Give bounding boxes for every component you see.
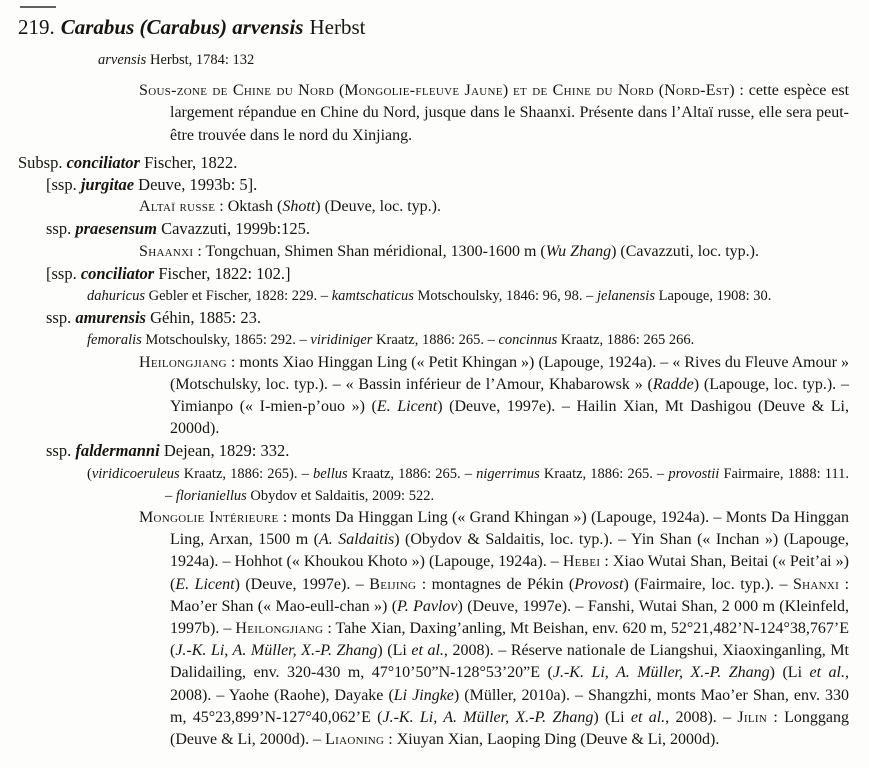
text-run: : Xiao Wutai Shan, Beitai (« Peit’ai ») ( bbox=[170, 553, 850, 593]
text-run: [ssp. bbox=[46, 263, 81, 283]
italic-name: concinnus bbox=[498, 332, 558, 349]
text-run: [ssp. bbox=[46, 175, 81, 195]
text-run: Obydov et Saldaitis, 2009: 522. bbox=[246, 487, 435, 504]
text-run: ) bbox=[502, 82, 514, 100]
italic-name: viridiniger bbox=[310, 332, 373, 349]
italic-name: J.-K. Li, A. Müller, X.-P. Zhang bbox=[175, 642, 378, 660]
italic-name: Shott bbox=[282, 198, 316, 216]
italic-name: provostii bbox=[668, 465, 720, 482]
text-run: ) (Deuve, 1997e). – bbox=[234, 575, 370, 593]
text-run: Géhin, 1885: 23. bbox=[145, 308, 261, 328]
italic-name: Radde bbox=[652, 375, 694, 393]
text-run: Fischer, 1822: 102.] bbox=[154, 263, 291, 283]
paragraph-chresonym bbox=[98, 49, 849, 71]
italic-name: Provost bbox=[574, 575, 624, 593]
italic-name: viridicoeruleus bbox=[91, 465, 180, 482]
paragraph-ssp bbox=[46, 218, 849, 240]
paragraph-subsp bbox=[18, 152, 849, 174]
paragraph-ssp bbox=[46, 440, 849, 462]
text-run: ) (Deuve, 1997e). – Fanshi, Wutai Shan, 2 000 m (Kleinfeld, 1997b). – bbox=[170, 597, 850, 638]
region-label: Hebei bbox=[562, 553, 601, 571]
text-run: Motschoulsky, 1865: 292. – bbox=[141, 332, 311, 349]
text-run: ) (Deuve, 1997e). – Hailin Xian, Mt Dashigou (Deuve & Li, 2000d). bbox=[170, 398, 849, 438]
subspecies-name: faldermanni bbox=[75, 441, 160, 461]
region-label: Beijing bbox=[369, 575, 417, 593]
paragraph-distribution bbox=[139, 507, 850, 751]
paragraph-distribution bbox=[139, 80, 850, 147]
text-run: Kraatz, 1886: 265). – bbox=[179, 465, 313, 482]
paragraph-synonyms bbox=[87, 285, 849, 307]
scan-artifact-line bbox=[20, 6, 56, 8]
species-name: Carabus (Carabus) arvensis bbox=[60, 15, 304, 39]
text-run: ( bbox=[87, 465, 92, 482]
italic-name: et al. bbox=[809, 664, 845, 682]
paragraph-distribution bbox=[139, 352, 850, 441]
text-run: , 2008). – Réserve nationale de Liangshui, Xiaoxinganling, Mt Dalidailing, env. 320-430 m, 47°10’50”N-128°53’20”E ( bbox=[170, 642, 849, 682]
text-run: : Oktash ( bbox=[215, 198, 283, 216]
text-run: ) (Lapouge, loc. typ.). – Yimianpo (« I-mien-p’ouo ») ( bbox=[170, 375, 850, 416]
text-run: ssp. bbox=[46, 308, 76, 328]
text-run: Herbst, 1784: 132 bbox=[146, 52, 255, 68]
paragraph-distribution bbox=[139, 241, 849, 263]
region-label: Sous-zone de Chine du Nord bbox=[139, 82, 335, 100]
italic-name: et al. bbox=[411, 642, 444, 660]
region-label: Jilin bbox=[737, 708, 768, 726]
text-run: ) (Obydov & Saldaitis, loc. typ.). – Yin Shan (« Inchan ») (Lapouge, 1924a). – Hohhot (« Khoukou Khoto ») (Lapouge, 1924a). – bbox=[170, 531, 850, 571]
region-label: Shaanxi bbox=[139, 242, 194, 260]
text-run: : monts Xiao Hinggan Ling (« Petit Khingan ») (Lapouge, 1924a). – « Rives du Fleuve Amour » (Motschulsky, loc. typ.). – « Bassin inférieur de l’Amour, Khabarowsk » ( bbox=[170, 353, 849, 393]
italic-name: A. Saldaitis bbox=[318, 531, 395, 549]
species-number: 219. bbox=[18, 15, 55, 39]
text-run: ( bbox=[334, 82, 345, 100]
text-run: ( bbox=[653, 82, 665, 100]
region-label: Nord-Est bbox=[664, 82, 730, 100]
paragraph-ssp bbox=[46, 263, 849, 285]
italic-name: arvensis bbox=[98, 52, 147, 68]
italic-name: dahuricus bbox=[87, 288, 145, 305]
text-run: Kraatz, 1886: 265 266. bbox=[557, 332, 695, 349]
subspecies-name: conciliator bbox=[66, 152, 140, 172]
subspecies-name: praesensum bbox=[75, 219, 157, 239]
italic-name: J.-K. Li, A. Müller, X.-P. Zhang bbox=[382, 708, 594, 726]
text-run: Gebler et Fischer, 1828: 229. – bbox=[145, 288, 332, 305]
region-label: Heilongjiang bbox=[139, 353, 227, 371]
italic-name: J.-K. Li, A. Müller, X.-P. Zhang bbox=[552, 664, 770, 682]
text-run: Subsp. bbox=[18, 152, 67, 172]
italic-name: kamtschaticus bbox=[331, 288, 414, 305]
text-run: ssp. bbox=[46, 219, 76, 239]
italic-name: Li Jingke bbox=[393, 686, 454, 704]
italic-name: jelanensis bbox=[596, 288, 655, 305]
species-account bbox=[0, 49, 859, 751]
paragraph-ssp bbox=[46, 174, 849, 196]
text-run: : Xiuyan Xian, Laoping Ding (Deuve & Li, 2000d). bbox=[384, 731, 720, 749]
region-label: Shanxi bbox=[792, 575, 840, 593]
paragraph-synonyms bbox=[87, 463, 850, 507]
text-run: ) (Li bbox=[377, 642, 412, 660]
paragraph-synonyms bbox=[87, 329, 849, 351]
text-run: Fischer, 1822. bbox=[139, 152, 238, 172]
region-label: et de Chine du Nord bbox=[513, 82, 654, 100]
text-run: Dejean, 1829: 332. bbox=[159, 441, 290, 461]
paragraph-ssp bbox=[46, 307, 849, 329]
subspecies-name: amurensis bbox=[75, 308, 146, 328]
text-run: : Tongchuan, Shimen Shan méridional, 1300-1600 m ( bbox=[193, 242, 546, 260]
text-run: , 2008). – bbox=[665, 708, 738, 726]
text-run: ssp. bbox=[46, 441, 76, 461]
species-author: Herbst bbox=[309, 15, 366, 39]
italic-name: Wu Zhang bbox=[545, 242, 612, 260]
text-run: Deuve, 1993b: 5]. bbox=[134, 175, 258, 195]
text-run: , 2008). – Yaohe (Raohe), Dayake ( bbox=[170, 664, 849, 704]
text-run: ) (Fairmaire, loc. typ.). – bbox=[623, 575, 793, 593]
text-run: : monts Da Hinggan Ling (« Grand Khingan ») (Lapouge, 1924a). – Monts Da Hinggan Ling, Arxan, 1500 m ( bbox=[170, 509, 850, 549]
text-run: Kraatz, 1886: 265. – bbox=[539, 465, 669, 482]
text-run: ) (Müller, 2010a). – Shangzhi, monts Mao’er Shan, env. 330 m, 45°23,899’N-127°40,062’E ( bbox=[170, 686, 850, 726]
text-run: Cavazzuti, 1999b:125. bbox=[156, 219, 311, 239]
text-run: Fairmaire, 1888: 111. – bbox=[165, 465, 850, 504]
subspecies-name: conciliator bbox=[80, 263, 155, 283]
text-run: Motschoulsky, 1846: 96, 98. – bbox=[413, 288, 597, 305]
region-label: Mongolie-fleuve Jaune bbox=[344, 82, 503, 100]
text-run: ) (Li bbox=[769, 664, 810, 682]
italic-name: E. Licent bbox=[376, 398, 438, 416]
italic-name: femoralis bbox=[87, 332, 142, 349]
text-run: ) (Li bbox=[593, 708, 631, 726]
text-run: ) (Deuve, loc. typ.). bbox=[315, 198, 441, 216]
text-run: ) (Cavazzuti, loc. typ.). bbox=[611, 242, 760, 260]
italic-name: nigerrimus bbox=[476, 465, 540, 482]
italic-name: florianiellus bbox=[175, 487, 247, 504]
paragraph-list bbox=[0, 49, 859, 751]
italic-name: bellus bbox=[312, 465, 348, 482]
text-run: : Tahe Xian, Daxing’anling, Mt Beishan, env. 620 m, 52°21,482’N-124°38,767’E ( bbox=[170, 620, 850, 660]
text-run: : Longgang (Deuve & Li, 2000d). – bbox=[170, 708, 850, 749]
region-label: Mongolie Intérieure bbox=[139, 509, 279, 527]
italic-name: E. Licent bbox=[175, 575, 235, 593]
region-label: Liaoning bbox=[325, 731, 385, 749]
italic-name: P. Pavlov bbox=[397, 597, 458, 615]
text-run: ) : cette espèce est largement répandue en Chine du Nord, jusque dans le Shaanxi. Présente dans l’Altaï russe, elle sera peut-être trouvée dans le nord du Xinjiang. bbox=[170, 82, 850, 144]
region-label: Altaï russe bbox=[139, 198, 216, 216]
species-heading bbox=[18, 14, 859, 40]
paragraph-distribution bbox=[139, 196, 849, 218]
text-run: : montagnes de Pékin ( bbox=[416, 575, 575, 593]
text-run: : Mao’er Shan (« Mao-eull-chan ») ( bbox=[170, 575, 850, 615]
text-run: Kraatz, 1886: 265. – bbox=[347, 465, 477, 482]
italic-name: et al. bbox=[630, 708, 666, 726]
text-run: Lapouge, 1908: 30. bbox=[654, 288, 772, 305]
text-run: Kraatz, 1886: 265. – bbox=[372, 332, 499, 349]
subspecies-name: jurgitae bbox=[80, 175, 135, 195]
region-label: Heilongjiang bbox=[235, 620, 324, 638]
